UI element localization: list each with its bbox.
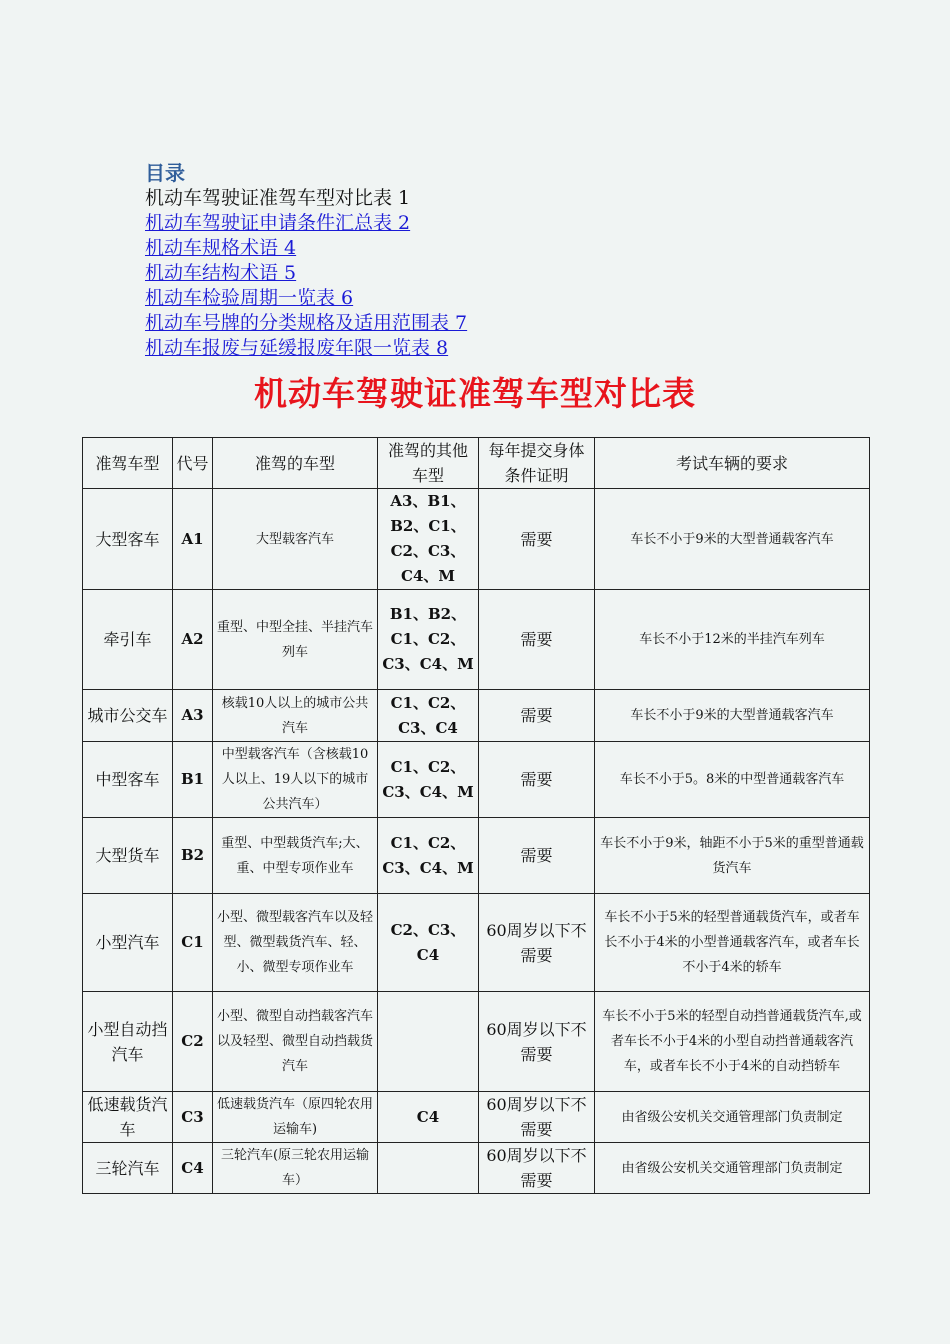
health-certificate-cell: 60周岁以下不需要 (479, 894, 595, 992)
license-type-cell: 低速载货汽车 (83, 1092, 173, 1143)
table-row (83, 894, 870, 992)
permitted-vehicles-cell: 三轮汽车(原三轮农用运输车） (213, 1143, 378, 1194)
other-permitted-cell (378, 992, 479, 1092)
header-health-certificate: 每年提交身体条件证明 (479, 438, 595, 489)
permitted-vehicles-cell: 重型、中型载货汽车;大、重、中型专项作业车 (213, 818, 378, 894)
header-code: 代号 (173, 438, 213, 489)
permitted-vehicles-cell: 小型、微型载客汽车以及轻型、微型载货汽车、轻、小、微型专项作业车 (213, 894, 378, 992)
toc-entry[interactable]: 机动车检验周期一览表 6 (145, 287, 354, 309)
health-certificate-cell: 需要 (479, 742, 595, 818)
table-header-row (83, 438, 870, 489)
code-cell: A1 (173, 489, 213, 590)
exam-requirement-cell: 车长不小于9米的大型普通载客汽车 (595, 690, 870, 742)
toc-list (145, 186, 745, 361)
license-type-cell: 小型汽车 (83, 894, 173, 992)
table-row (83, 742, 870, 818)
license-type-cell: 中型客车 (83, 742, 173, 818)
other-permitted-cell: A3、B1、B2、C1、C2、C3、C4、M (378, 489, 479, 590)
table-row (83, 992, 870, 1092)
license-type-cell: 城市公交车 (83, 690, 173, 742)
license-type-cell: 小型自动挡汽车 (83, 992, 173, 1092)
exam-requirement-cell: 车长不小于12米的半挂汽车列车 (595, 590, 870, 690)
license-type-cell: 大型客车 (83, 489, 173, 590)
permitted-vehicles-cell: 小型、微型自动挡载客汽车以及轻型、微型自动挡载货汽车 (213, 992, 378, 1092)
health-certificate-cell: 需要 (479, 489, 595, 590)
document-title: 机动车驾驶证准驾车型对比表 (254, 374, 696, 413)
table-row (83, 590, 870, 690)
exam-requirement-cell: 车长不小于5米的轻型普通载货汽车，或者车长不小于4米的小型普通载客汽车，或者车长不小于4米的轿车 (595, 894, 870, 992)
health-certificate-cell: 60周岁以下不需要 (479, 1143, 595, 1194)
other-permitted-cell: C4 (378, 1092, 479, 1143)
permitted-vehicles-cell: 低速载货汽车（原四轮农用运输车) (213, 1092, 378, 1143)
code-cell: B1 (173, 742, 213, 818)
toc-entry[interactable]: 机动车规格术语 4 (145, 237, 297, 259)
toc-entry[interactable]: 机动车号牌的分类规格及适用范围表 7 (145, 312, 468, 334)
code-cell: C2 (173, 992, 213, 1092)
table-row (83, 1092, 870, 1143)
other-permitted-cell: C1、C2、C3、C4、M (378, 742, 479, 818)
code-cell: A3 (173, 690, 213, 742)
table-row (83, 690, 870, 742)
table-row (83, 818, 870, 894)
toc-entry[interactable]: 机动车驾驶证申请条件汇总表 2 (145, 212, 411, 234)
table-of-contents (145, 160, 745, 361)
license-type-cell: 大型货车 (83, 818, 173, 894)
other-permitted-cell: C2、C3、C4 (378, 894, 479, 992)
toc-entry: 机动车驾驶证准驾车型对比表 1 (145, 187, 411, 209)
exam-requirement-cell: 由省级公安机关交通管理部门负责制定 (595, 1143, 870, 1194)
permitted-vehicles-cell: 大型载客汽车 (213, 489, 378, 590)
code-cell: C1 (173, 894, 213, 992)
code-cell: A2 (173, 590, 213, 690)
other-permitted-cell (378, 1143, 479, 1194)
toc-entry[interactable]: 机动车报废与延缓报废年限一览表 8 (145, 337, 449, 359)
health-certificate-cell: 60周岁以下不需要 (479, 992, 595, 1092)
exam-requirement-cell: 车长不小于9米的大型普通载客汽车 (595, 489, 870, 590)
health-certificate-cell: 需要 (479, 690, 595, 742)
other-permitted-cell: C1、C2、C3、C4、M (378, 818, 479, 894)
header-permitted-vehicles: 准驾的车型 (213, 438, 378, 489)
health-certificate-cell: 60周岁以下不需要 (479, 1092, 595, 1143)
other-permitted-cell: B1、B2、C1、C2、C3、C4、M (378, 590, 479, 690)
header-license-type: 准驾车型 (83, 438, 173, 489)
header-other-permitted: 准驾的其他车型 (378, 438, 479, 489)
permitted-vehicles-cell: 中型载客汽车（含核载10人以上、19人以下的城市公共汽车） (213, 742, 378, 818)
health-certificate-cell: 需要 (479, 818, 595, 894)
code-cell: B2 (173, 818, 213, 894)
table-row (83, 1143, 870, 1194)
code-cell: C3 (173, 1092, 213, 1143)
header-exam-vehicle-requirement: 考试车辆的要求 (595, 438, 870, 489)
license-type-cell: 牵引车 (83, 590, 173, 690)
license-type-cell: 三轮汽车 (83, 1143, 173, 1194)
table-row (83, 489, 870, 590)
exam-requirement-cell: 车长不小于5米的轻型自动挡普通载货汽车,或者车长不小于4米的小型自动挡普通载客汽车，或者车长不小于4米的自动挡轿车 (595, 992, 870, 1092)
toc-entry[interactable]: 机动车结构术语 5 (145, 262, 297, 284)
health-certificate-cell: 需要 (479, 590, 595, 690)
toc-title: 目录 (145, 161, 185, 185)
permitted-vehicles-cell: 核载10人以上的城市公共汽车 (213, 690, 378, 742)
other-permitted-cell: C1、C2、C3、C4 (378, 690, 479, 742)
exam-requirement-cell: 由省级公安机关交通管理部门负责制定 (595, 1092, 870, 1143)
license-class-comparison-table (82, 437, 870, 1194)
code-cell: C4 (173, 1143, 213, 1194)
permitted-vehicles-cell: 重型、中型全挂、半挂汽车列车 (213, 590, 378, 690)
exam-requirement-cell: 车长不小于5。8米的中型普通载客汽车 (595, 742, 870, 818)
exam-requirement-cell: 车长不小于9米，轴距不小于5米的重型普通载货汽车 (595, 818, 870, 894)
